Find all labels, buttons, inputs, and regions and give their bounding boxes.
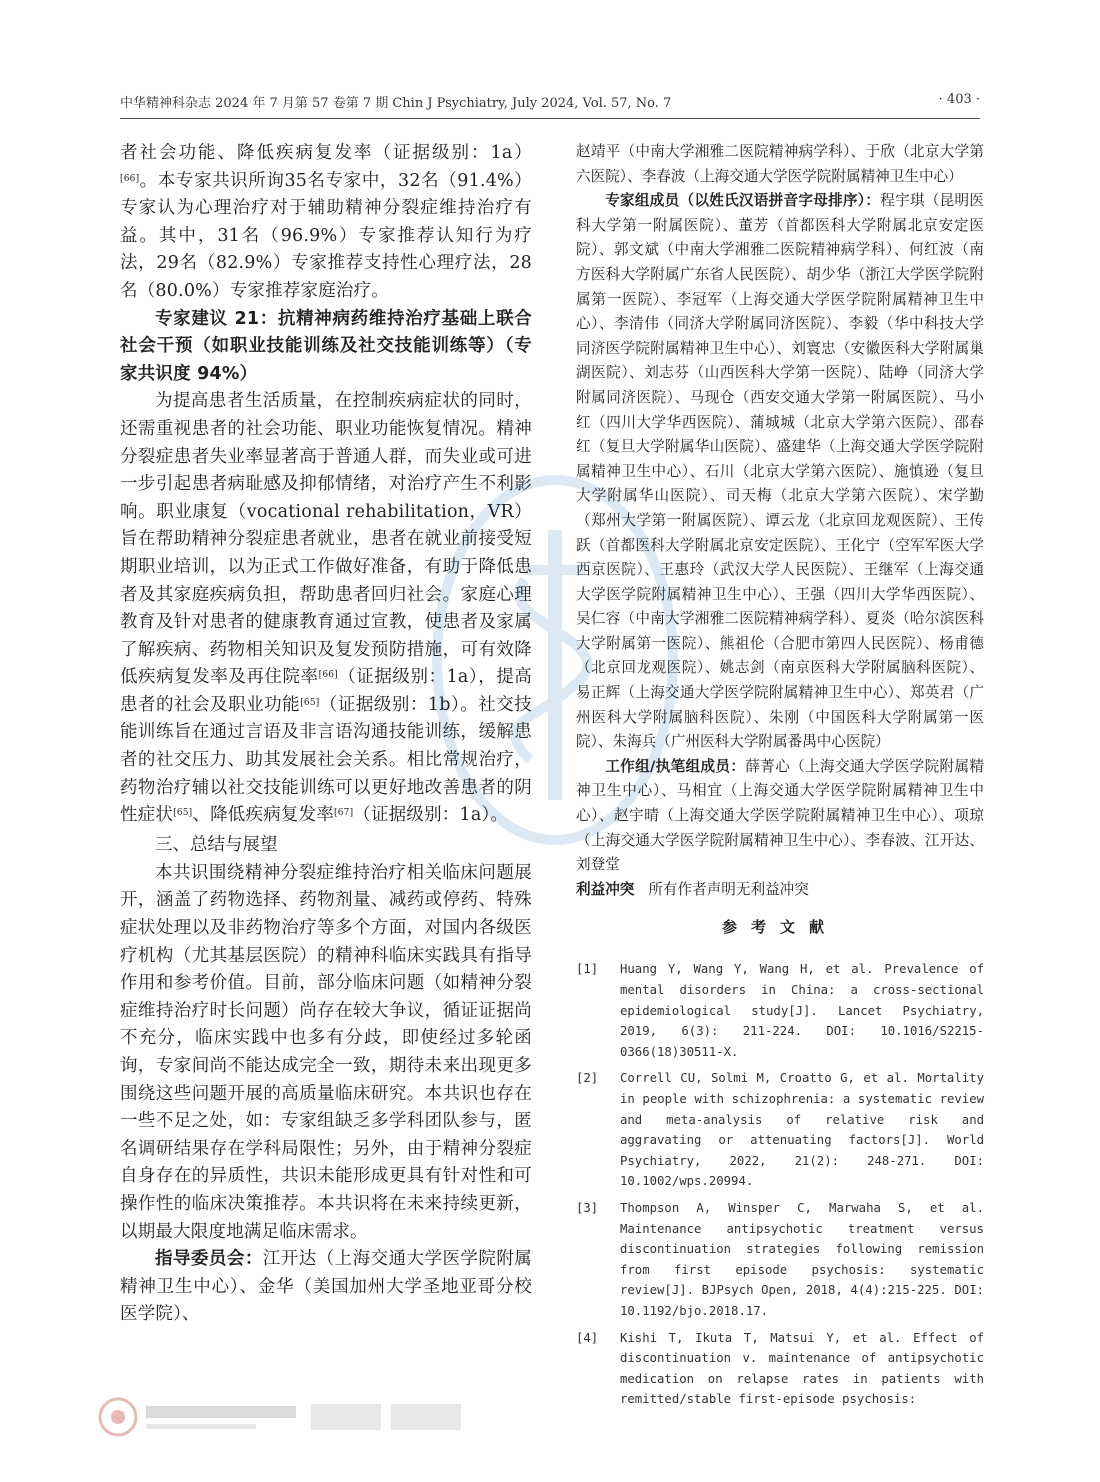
working-group: 工作组/执笔组成员：薛菁心（上海交通大学医学院附属精神卫生中心）、马相宜（上海交通大学医学院附属精神卫生中心）、赵宇晴（上海交通大学医学院附属精神卫生中心）、项琼（上海交通大学医学院附属精神卫生中心）、李春波、江开达、刘登堂 bbox=[576, 757, 984, 874]
header-rule bbox=[120, 118, 980, 119]
section-heading-summary: 三、总结与展望 bbox=[155, 834, 278, 855]
running-header bbox=[120, 92, 980, 114]
guidance-committee-continued: 赵靖平（中南大学湘雅二医院精神病学科）、于欣（北京大学第六医院）、李春波（上海交通大学医学院附属精神卫生中心） bbox=[576, 143, 984, 185]
paragraph-psychotherapy: 者社会功能、降低疾病复发率（证据级别：1a）[66]。本专家共识所询35名专家中，32名（91.4%）专家认为心理治疗对于辅助精神分裂症维持治疗有益。其中，31名（96.9%）专家推荐认知行为疗法，29名（82.9%）专家推荐支持性心理疗法，28名（80.0%）专家推荐家庭治疗。 bbox=[120, 143, 532, 301]
reference-item: [4] Kishi T, Ikuta T, Matsui Y, et al. Effect of discontinuation v. maintenance of antipsychotic medication on relapse rates in patients with remitted/stable first-episode psychosis: bbox=[576, 1330, 984, 1407]
right-column bbox=[576, 140, 984, 1416]
left-column bbox=[120, 140, 532, 1329]
reference-list bbox=[576, 959, 984, 1409]
recommendation-21: 专家建议 21：抗精神病药维持治疗基础上联合社会干预（如职业技能训练及社交技能训练等）（专家共识度 94%） bbox=[120, 308, 532, 384]
conflict-of-interest: 利益冲突 所有作者声明无利益冲突 bbox=[576, 880, 809, 898]
header-page-number: · 403 · bbox=[938, 92, 980, 107]
header-journal-info: 中华精神科杂志 2024 年 7 月第 57 卷第 7 期 Chin J Psychiatry, July 2024, Vol. 57, No. 7 bbox=[120, 96, 672, 111]
expert-members: 专家组成员（以姓氏汉语拼音字母排序）：程宇琪（昆明医科大学第一附属医院）、董芳（首都医科大学附属北京安定医院）、郭文斌（中南大学湘雅二医院精神病学科）、何红波（南方医科大学附属广东省人民医院）、胡少华（浙江大学医学院附属第一医院）、李冠军（上海交通大学医学院附属精神卫生中心）、李清伟（同济大学附属同济医院）、李毅（华中科技大学同济医学院附属精神卫生中心）、刘寰忠（安徽医科大学附属巢湖医院）、刘志芬（山西医科大学第一医院）、陆峥（同济大学附属同济医院）、马现仓（西安交通大学第一附属医院）、马小红（四川大学华西医院）、蒲城城（北京大学第六医院）、邵春红（复旦大学附属华山医院）、盛建华（上海交通大学医学院附属精神卫生中心）、石川（北京大学第六医院）、施慎逊（复旦大学附属华山医院）、司天梅（北京大学第六医院）、宋学勤（郑州大学第一附属医院）、谭云龙（北京回龙观医院）、王传跃（首都医科大学附属北京安定医院）、王化宁（空军军医大学西京医院）、王惠玲（武汉大学人民医院）、王继军（上海交通大学医学院附属精神卫生中心）、王强（四川大学华西医院）、吴仁容（中南大学湘雅二医院精神病学科）、夏炎（哈尔滨医科大学附属第一医院）、熊祖伦（合肥市第四人民医院）、杨甫德（北京回龙观医院）、姚志剑（南京医科大学附属脑科医院）、易正辉（上海交通大学医学院附属精神卫生中心）、郑英君（广州医科大学附属脑科医院）、朱刚（中国医科大学附属第一医院）、朱海兵（广州医科大学附属番禺中心医院） bbox=[576, 192, 984, 751]
guidance-committee: 指导委员会：江开达（上海交通大学医学院附属精神卫生中心）、金华（美国加州大学圣地亚哥分校医学院）、 bbox=[120, 1249, 533, 1325]
reference-item: [1] Huang Y, Wang Y, Wang H, et al. Prevalence of mental disorders in China: a cross-sectional epidemiological study[J]. Lancet Psychiatry, 2019, 6(3): 211-224. DOI: 10.1016/S2215-0366(18)30511-X. bbox=[576, 962, 984, 1059]
paragraph-summary: 本共识围绕精神分裂症维持治疗相关临床问题展开，涵盖了药物选择、药物剂量、减药或停药、特殊症状处理以及非药物治疗等多个方面，对国内各级医疗机构（尤其基层医院）的精神科临床实践具有指导作用和参考价值。目前，部分临床问题（如精神分裂症维持治疗时长问题）尚存在较大争议，循证证据尚不充分，临床实践中也多有分歧，即使经过多轮函询，专家间尚不能达成完全一致，期待未来出现更多围绕这些问题开展的高质量临床研究。本共识也存在一些不足之处，如：专家组缺乏多学科团队参与，匿名调研结果存在学科局限性；另外，由于精神分裂症自身存在的异质性，共识未能形成更具有针对性和可操作性的临床决策推荐。本共识将在未来持续更新，以期最大限度地满足临床需求。 bbox=[120, 862, 532, 1242]
publisher-logo bbox=[96, 1392, 476, 1442]
reference-item: [2] Correll CU, Solmi M, Croatto G, et al. Mortality in people with schizophrenia: a systematic review and meta-analysis of relative risk and aggravating or attenuating factors[J]. World Psychiatry, 2022, 21(2): 248-271. DOI: 10.1002/wps.20994. bbox=[576, 1071, 984, 1189]
references-heading: 参考文献 bbox=[721, 918, 838, 937]
paragraph-social-intervention: 为提高患者生活质量，在控制疾病症状的同时，还需重视患者的社会功能、职业功能恢复情况。精神分裂症患者失业率显著高于普通人群，而失业或可进一步引起患者病耻感及抑郁情绪，对治疗产生不利影响。职业康复（vocational rehabilitation，VR）旨在帮助精神分裂症患者就业，患者在就业前接受短期职业培训，以为正式工作做好准备，有助于降低患者及其家庭疾病负担，帮助患者回归社会。家庭心理教育及针对患者的健康教育通过宣教，使患者及家属了解疾病、药物相关知识及复发预防措施，可有效降低疾病复发率及再住院率[66]（证据级别：1a），提高患者的社会及职业功能[65]（证据级别：1b）。社交技能训练旨在通过言语及非言语沟通技能训练，缓解患者的社交压力、助其发展社会关系。相比常规治疗，药物治疗辅以社交技能训练可以更好地改善患者的阴性症状[65]、降低疾病复发率[67]（证据级别：1a）。 bbox=[120, 391, 533, 826]
reference-item: [3] Thompson A, Winsper C, Marwaha S, et al. Maintenance antipsychotic treatment versus discontinuation strategies following remission from first episode psychosis: systematic review[J]. BJPsych Open, 2018, 4(4):215-225. DOI: 10.1192/bjo.2018.17. bbox=[576, 1200, 984, 1318]
